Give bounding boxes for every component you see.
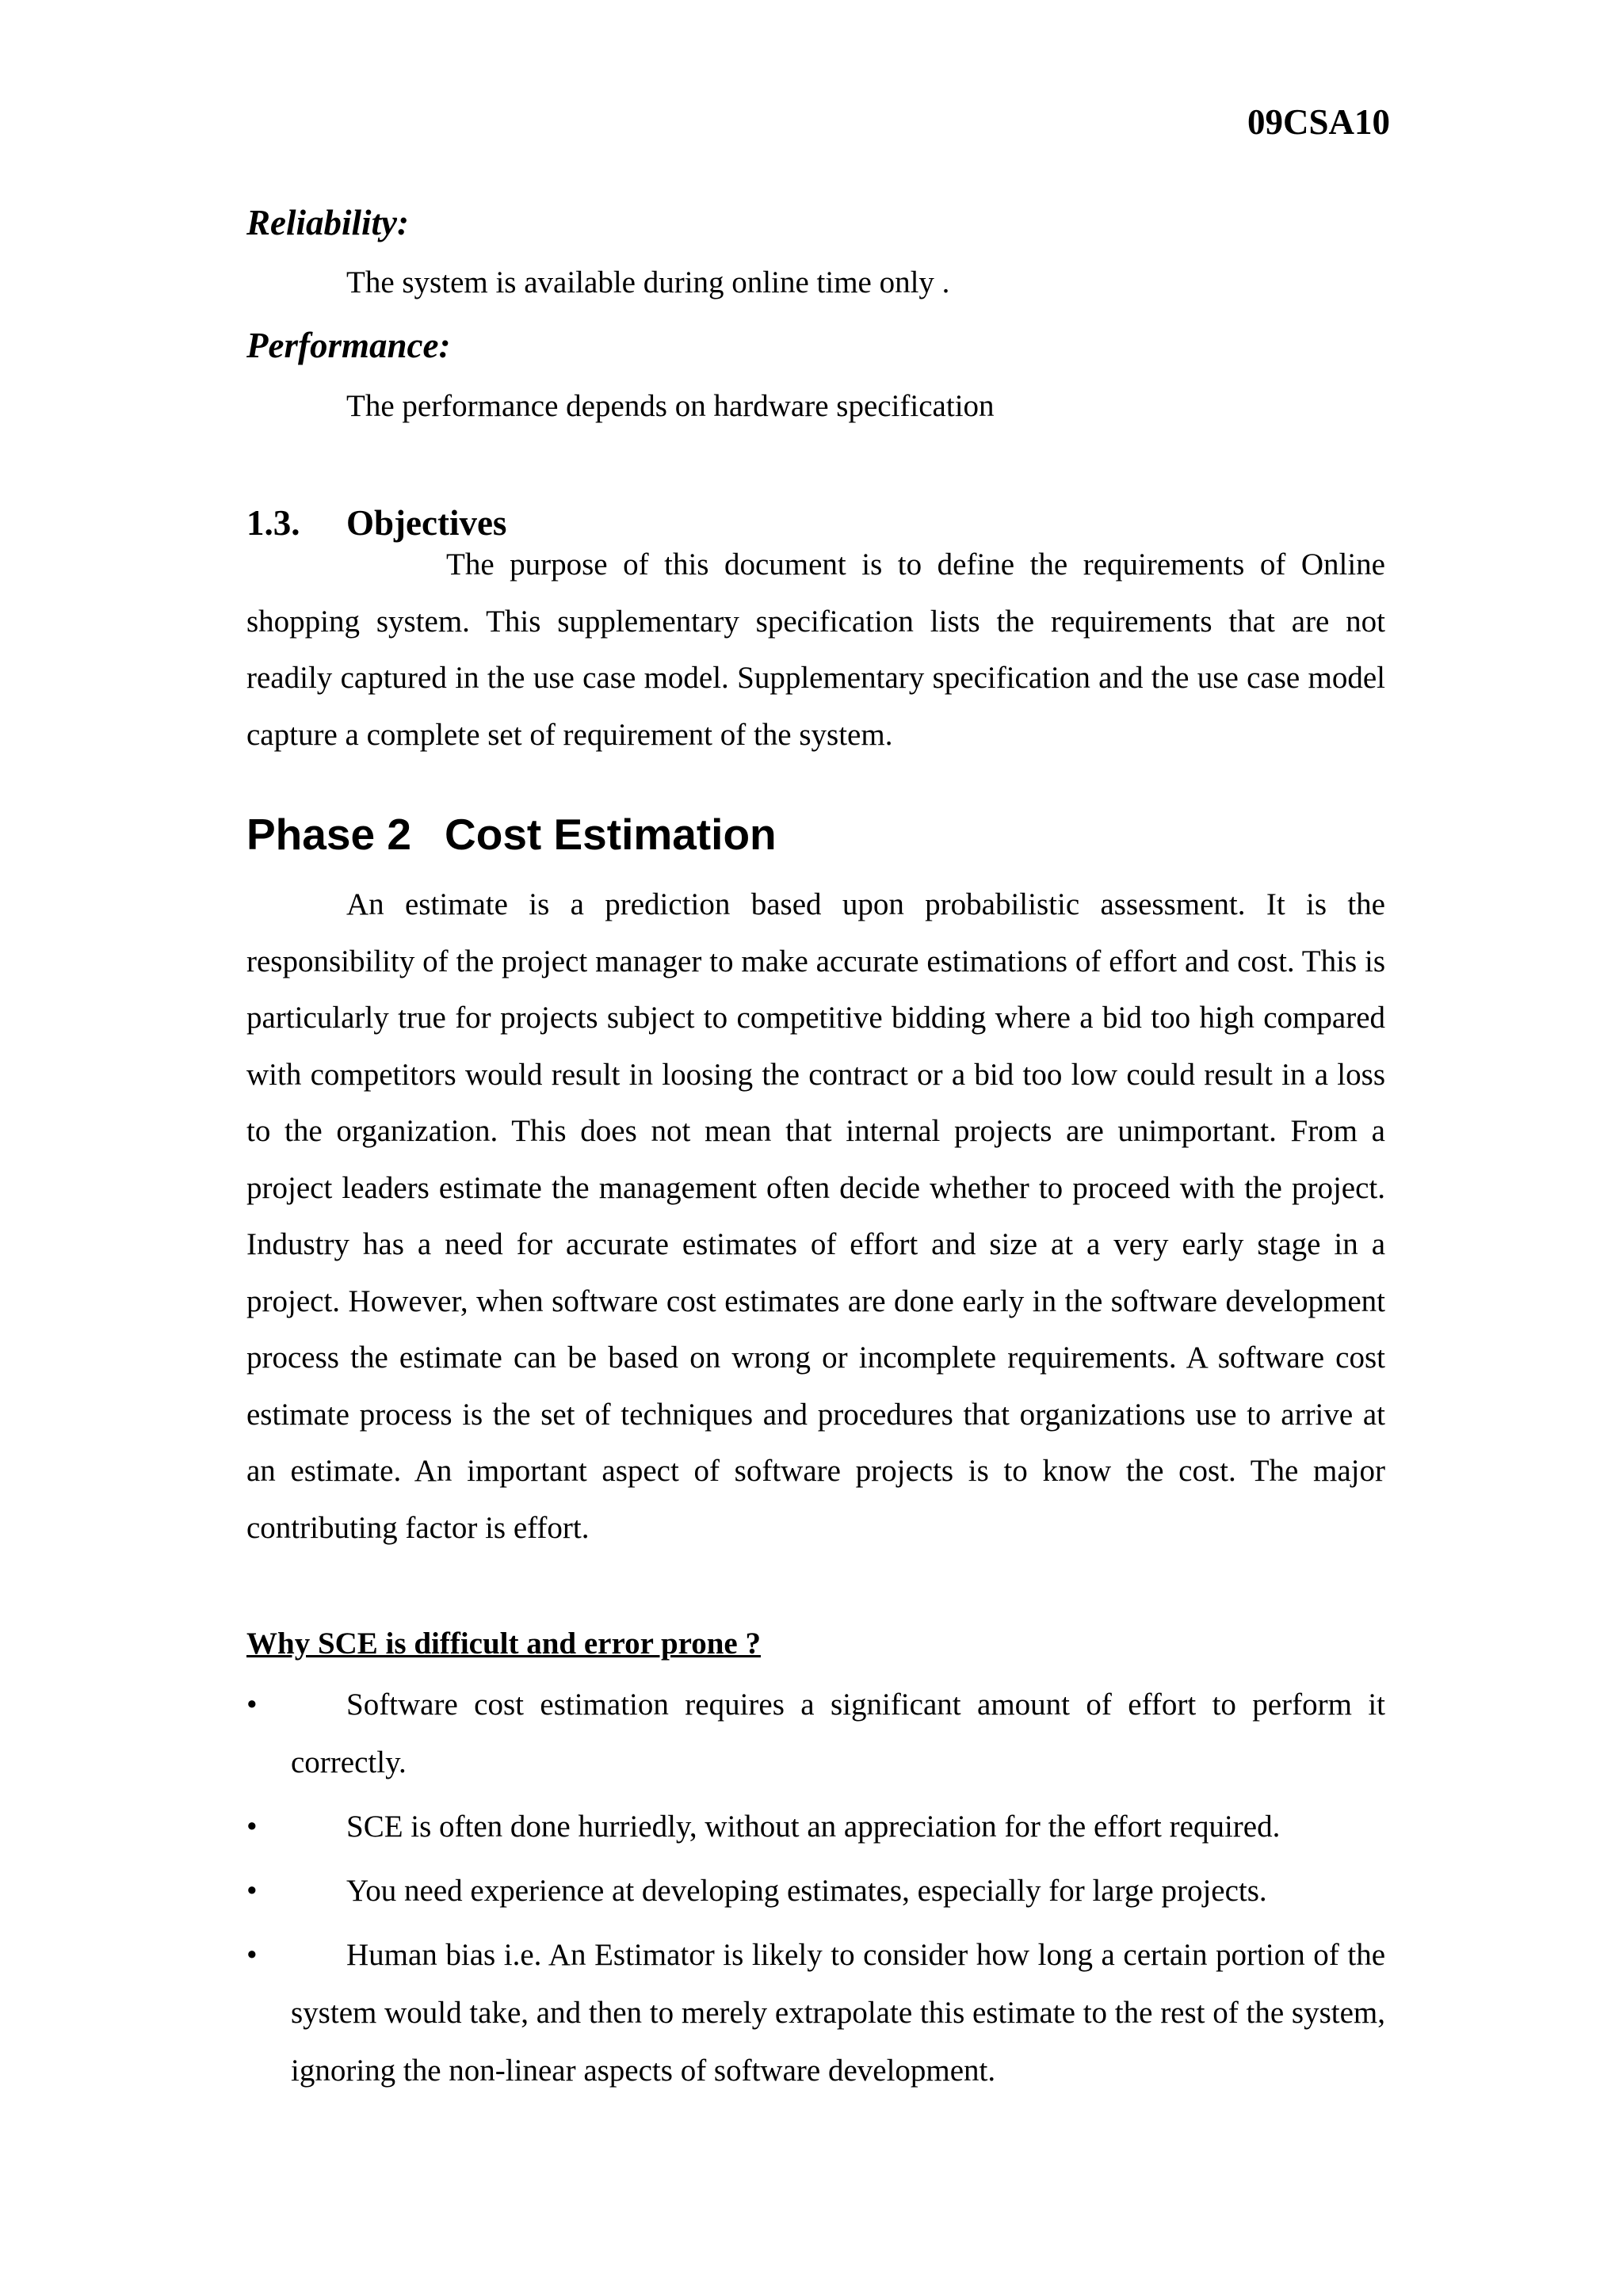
objectives-number: 1.3.	[246, 503, 300, 543]
bullet-icon: •	[246, 1810, 258, 1844]
reliability-heading: Reliability:	[246, 203, 409, 242]
why-sce-heading: Why SCE is difficult and error prone ?	[246, 1627, 761, 1661]
list-item-text: Software cost estimation requires a significant amount of effort to perform it correctly.	[291, 1688, 1385, 1779]
list-item	[246, 1862, 1385, 1920]
performance-heading: Performance:	[246, 326, 451, 365]
cost-estimation-paragraph: An estimate is a prediction based upon probabilistic assessment. It is the responsibility of the project manager to make accurate estimations of effort and cost. This is particularly true for projects subject to competitive bidding where a bid too high compared with competitors would result in loosing the contract or a bid too low could result in a loss to the organization. This does not mean that internal projects are unimportant. From a project leaders estimate the management often decide whether to proceed with the project. Industry has a need for accurate estimates of effort and size at a very early stage in a project. However, when software cost estimates are done early in the software development process the estimate can be based on wrong or incomplete requirements. A software cost estimate process is the set of techniques and procedures that organizations use to arrive at an estimate. An important aspect of software projects is to know the cost. The major contributing factor is effort.	[246, 887, 1385, 1545]
list-item-text: You need experience at developing estimates, especially for large projects.	[346, 1874, 1267, 1908]
phase-title: Cost Estimation	[445, 810, 777, 859]
list-item	[246, 1676, 1385, 1791]
bullet-icon: •	[246, 1938, 258, 1972]
objectives-title: Objectives	[346, 503, 507, 543]
bullet-icon: •	[246, 1688, 258, 1722]
why-sce-list	[246, 1676, 1385, 2106]
reliability-text: The system is available during online time only .	[346, 265, 950, 299]
phase-heading	[246, 809, 777, 860]
performance-text: The performance depends on hardware specification	[346, 389, 995, 423]
list-item-text: Human bias i.e. An Estimator is likely to consider how long a certain portion of the system would take, and then to merely extrapolate this estimate to the rest of the system, ignoring the non-linear aspects of software development.	[291, 1938, 1385, 2088]
list-item	[246, 1798, 1385, 1855]
objectives-paragraph: The purpose of this document is to define the requirements of Online shopping system. This supplementary specification lists the requirements that are not readily captured in the use case model. Supplementary specification and the use case model capture a complete set of requirement of the system.	[246, 547, 1385, 752]
list-item-text: SCE is often done hurriedly, without an appreciation for the effort required.	[346, 1810, 1281, 1844]
document-id: 09CSA10	[1247, 102, 1390, 142]
bullet-icon: •	[246, 1874, 258, 1908]
list-item	[246, 1926, 1385, 2100]
phase-number: Phase 2	[246, 810, 411, 859]
